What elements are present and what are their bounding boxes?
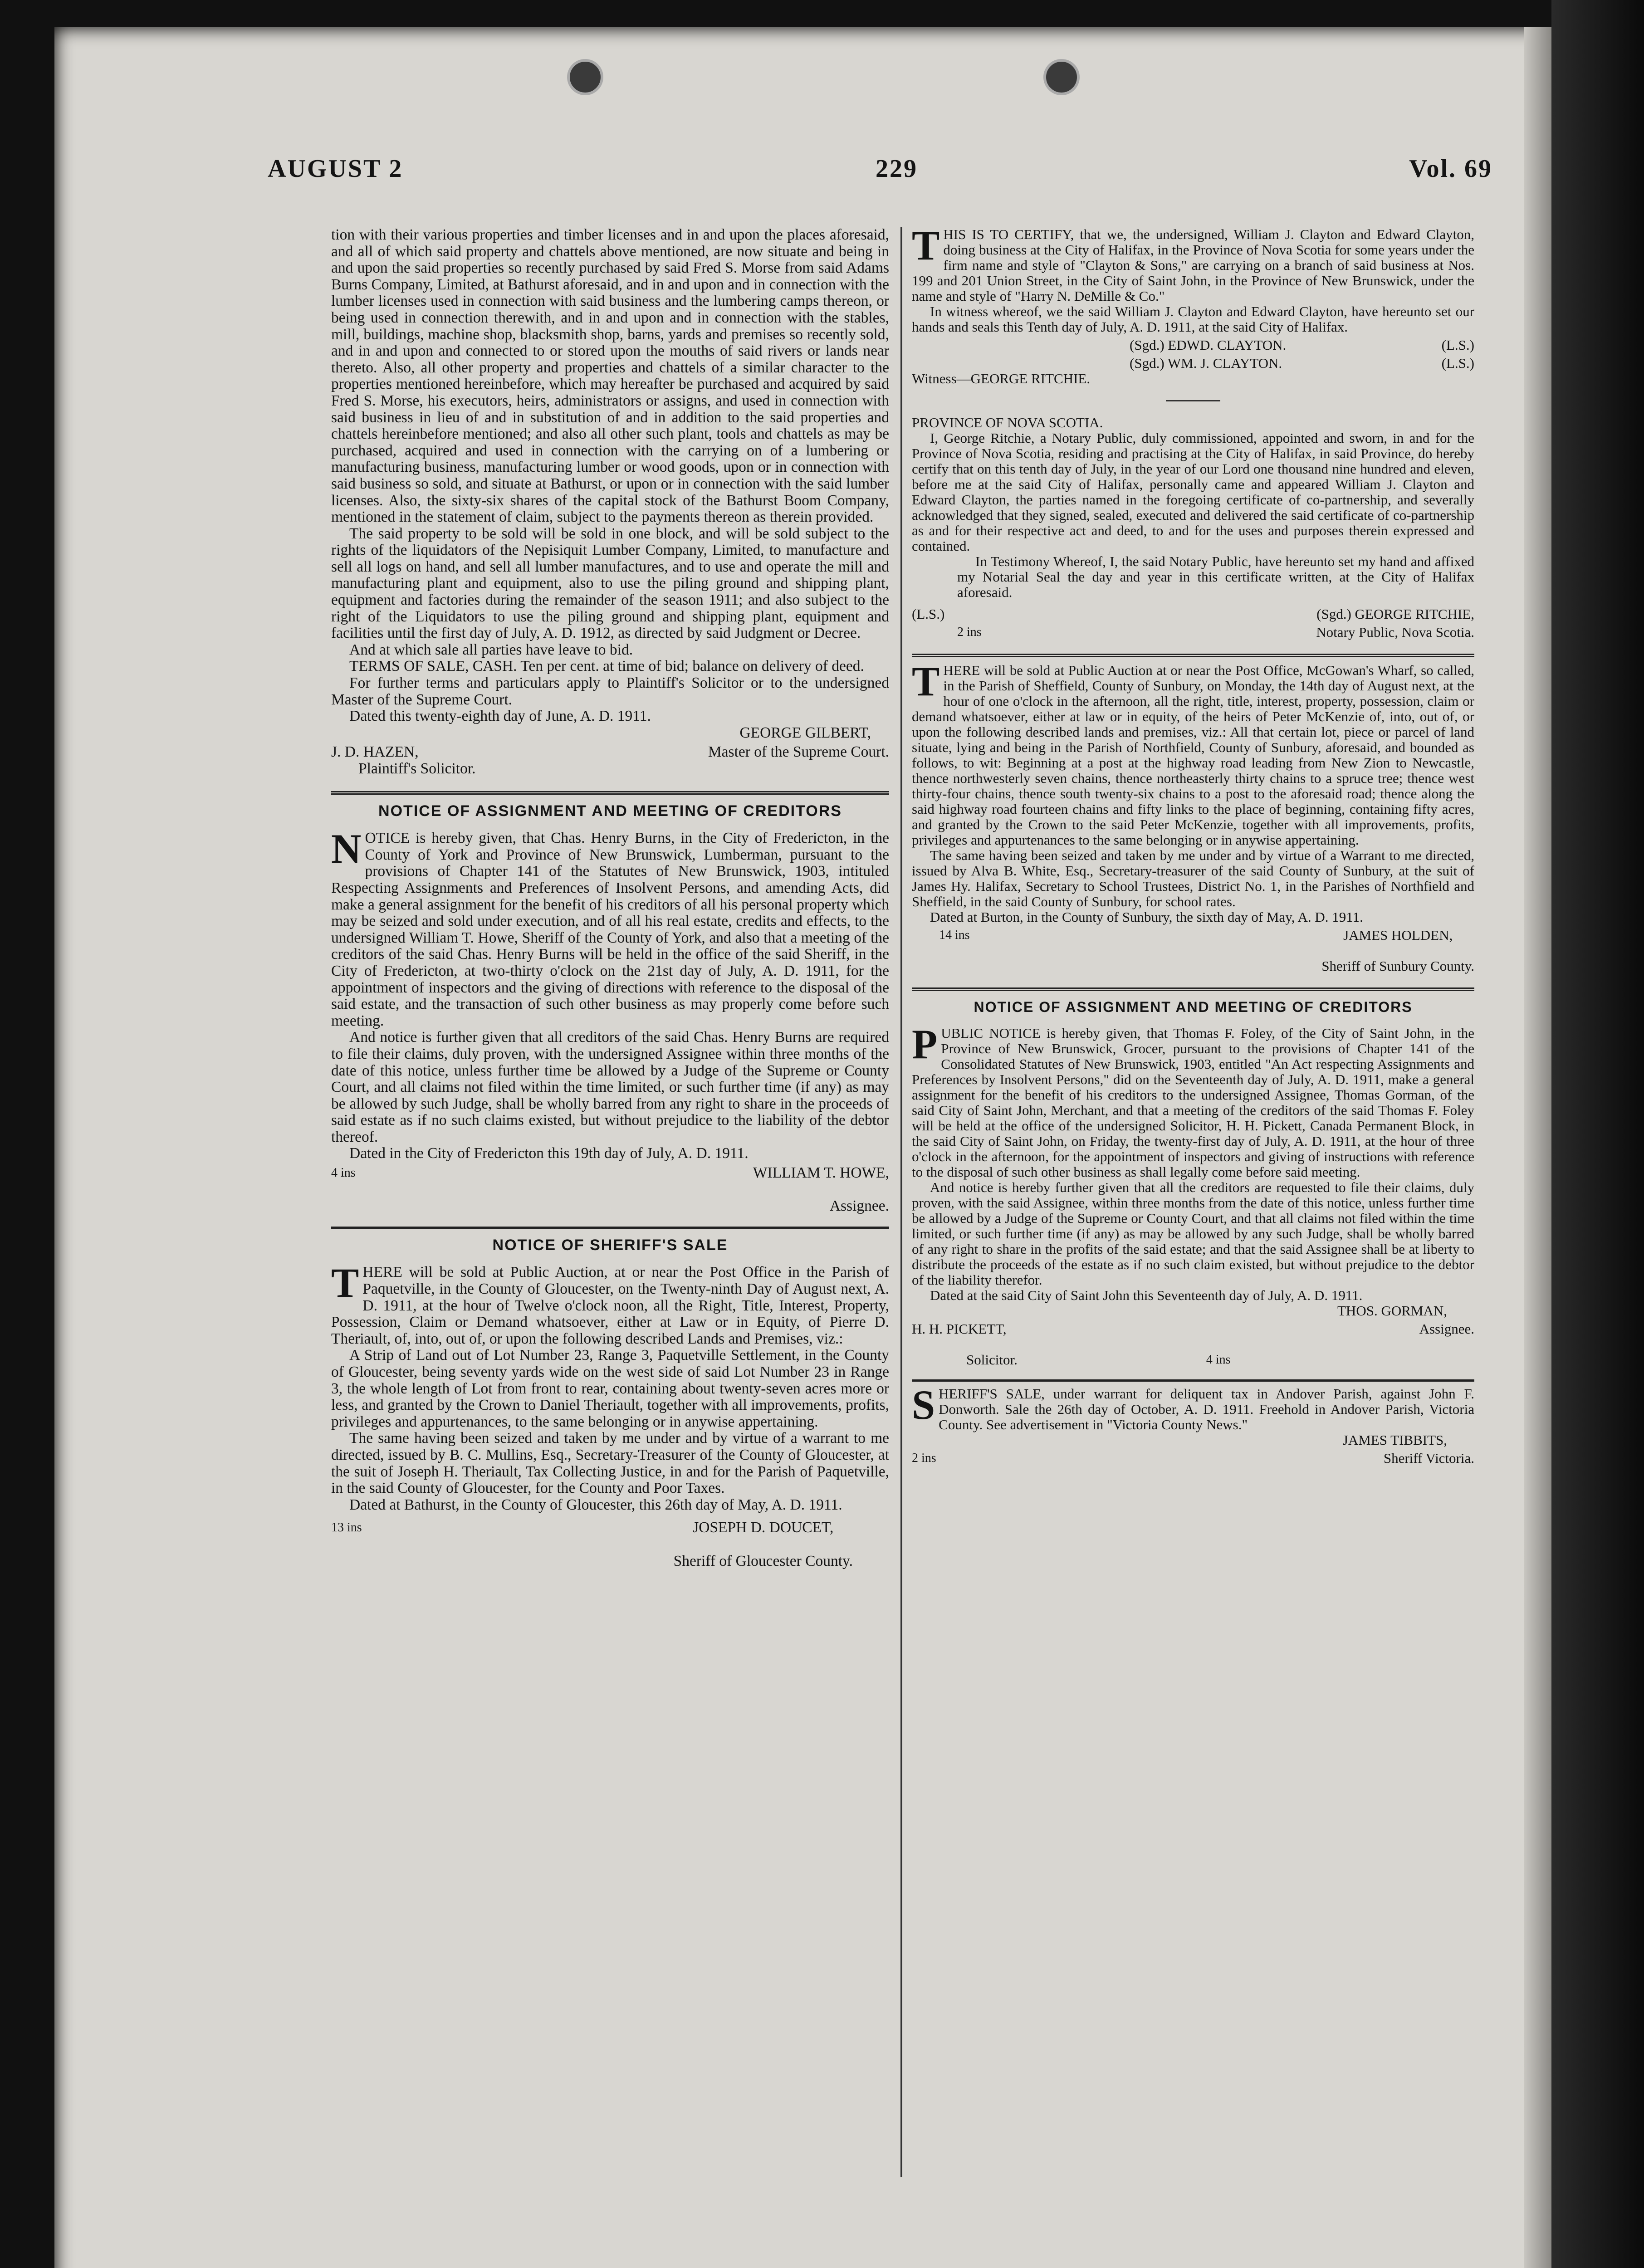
insertion-count: 4 ins	[1206, 1353, 1231, 1367]
notice-paragraph: And notice is hereby further given that all the creditors are requested to file their claims, duly proven, with the said Assignee, within three months from the date of this notice, unless further time be allowed by a Judge of the Supreme or County Court, and that all claims not filed within the time limited, or such further time (if any) as may be allowed by any such Judge, shall be wholly barred of any right to share in the profits of the said estate; and that the said Assignee shall be at liberty to distribute the proceeds of the estate as if no such claim existed, but without prejudice to the debtor of the liability therefor.	[912, 1179, 1474, 1288]
notice-paragraph: A Strip of Land out of Lot Number 23, Range 3, Paquetville Settlement, in the County of Gloucester, being seventy yards wide on the west side of said Lot Number 23 in Range 3, the whole length of Lot from front to rear, containing about twenty-seven acres more or less, and granted by the Crown to Daniel Theriault, together with all improvements, profits, privileges and appurtenances, to the same belonging or in anywise appertaining.	[331, 1347, 889, 1430]
continuation-paragraph: tion with their various properties and timber licenses and in and upon the places aforesaid, and all of which said property and chattels above mentioned, are now situate and being in and upon the said properties so recently purchased by said Fred S. Morse from said Adams Burns Company, Limited, at Bathurst aforesaid, and in and upon and in connection with the lumber licenses used in connection with said business and the lumbering camps thereon, or being used in connection therewith, and in and upon and in connection with the stables, mill, buildings, machine shop, blacksmith shop, barns, yards and premises so recently sold, and in and upon and connected to or stored upon the mouths of said rivers or lands near thereto. Also, all other property and properties and chattels of a similar character to the properties mentioned hereinbefore, which may hereafter be purchased and acquired by said Fred S. Morse, his executors, heirs, administrators or assigns, and used in connection with said business in lieu of and in substitution of and in addition to the said properties and chattels hereinbefore mentioned; and also all other such plant, tools and chattels as may be purchased, acquired and used in connection with the carrying on of a lumbering or manufacturing business, manufacturing lumber or wood goods, upon or in connection with said business so sold, and situate at Bathurst, or upon or in connection with the said lumber licenses. Also, the sixty-six shares of the capital stock of the Bathurst Boom Company, mentioned in the statement of claim, subject to the payments thereon as therein provided.	[331, 226, 889, 526]
signature-title: Plaintiff's Solicitor.	[358, 760, 476, 777]
continuation-paragraph: And at which sale all parties have leave to bid.	[349, 641, 633, 658]
notice-paragraph: Dated at the said City of Saint John this Seventeenth day of July, A. D. 1911.	[930, 1287, 1363, 1303]
binding-hole	[1043, 59, 1080, 95]
page-number: 229	[876, 155, 918, 183]
continuation-paragraph: For further terms and particulars apply to Plaintiff's Solicitor or to the undersigned Master of the Supreme Court.	[331, 675, 889, 708]
signature-title: Assignee.	[1419, 1321, 1474, 1337]
signature-block	[912, 1321, 1474, 1368]
left-column	[331, 227, 889, 1569]
signature-name: WILLIAM T. HOWE,	[753, 1164, 889, 1182]
notice-paragraph: The same having been seized and taken by me under and by virtue of a Warrant to me directed, issued by Alva B. White, Esq., Secretary-treasurer of the said County of Sunbury, at the suit of James Hy. Halifax, Secretary to School Trustees, District No. 1, in the Parishes of Northfield and Sheffield, in the said County of Sunbury, for school rates.	[912, 847, 1474, 909]
section-heading: PROVINCE OF NOVA SCOTIA.	[912, 415, 1103, 430]
insertion-count: 13 ins	[331, 1520, 362, 1535]
section-rule	[331, 791, 889, 795]
drop-cap: S	[912, 1382, 935, 1428]
continuation-paragraph: TERMS OF SALE, CASH. Ten per cent. at time of bid; balance on delivery of deed.	[349, 658, 864, 675]
scan-border	[1551, 0, 1644, 2268]
signature-title: Sheriff of Gloucester County.	[673, 1552, 853, 1569]
signature-name: GEORGE GILBERT,	[739, 724, 871, 741]
seal-mark: (L.S.)	[912, 606, 945, 622]
volume-number: Vol. 69	[1409, 155, 1492, 183]
signature-title: Notary Public, Nova Scotia.	[1316, 624, 1474, 640]
signature-name: JOSEPH D. DOUCET,	[693, 1519, 834, 1536]
right-column	[912, 222, 1474, 1466]
signature-name: THOS. GORMAN,	[1337, 1303, 1447, 1319]
binding-hole	[567, 59, 603, 95]
continuation-paragraph: The said property to be sold will be sold in one block, and will be sold subject to the rights of the liquidators of the Nepisiquit Lumber Company, Limited, to manufacture and sell all logs on hand, and sell all lumber manufactures, and to use and operate the mill and manufacturing plant and equipment, also to use the piling ground and shipping plant, equipment and factories during the remainder of the season 1911; and also subject to the right of the Liquidators to use the piling ground and shipping plant, equipment and facilities until the first day of July, A. D. 1912, as directed by said Judgment or Decree.	[331, 525, 889, 642]
signature-title: Assignee.	[829, 1198, 889, 1215]
signature-block	[1130, 337, 1474, 371]
signature-name: H. H. PICKETT,	[912, 1321, 1007, 1337]
drop-cap: T	[912, 222, 940, 269]
notice-paragraph: UBLIC NOTICE is hereby given, that Thomas F. Foley, of the City of Saint John, in the Province of New Brunswick, Grocer, pursuant to the provisions of Chapter 141 of the Consolidated Statutes of New Brunswick, 1903, entitled "An Act respecting Assignments and Preferences by Insolvent Persons," did on the Seventeenth day of July, A. D. 1911, make a general assignment for the benefit of his creditors to the undersigned Assignee, Thomas Gorman, of the said City of Saint John, Merchant, and that a meeting of the creditors of the said Thomas F. Foley will be held at the office of the undersigned Solicitor, H. H. Pickett, Canada Permanent Block, in the said City of Saint John, on Friday, the twenty-first day of July, A. D. 1911, at the hour of three o'clock in the afternoon, for the appointment of inspectors and giving of instructions with reference to the disposal of such other business as shall legally come before said meeting.	[912, 1025, 1474, 1180]
notice-paragraph: In witness whereof, we the said William J. Clayton and Edward Clayton, have hereunto set our hands and seals this Tenth day of July, A. D. 1911, at the said City of Halifax.	[912, 303, 1474, 335]
section-heading: NOTICE OF SHERIFF'S SALE	[492, 1236, 728, 1254]
drop-cap: T	[331, 1260, 359, 1306]
continuation-paragraph: Dated this twenty-eighth day of June, A. D. 1911.	[349, 708, 651, 725]
signature-name: JAMES HOLDEN,	[1343, 927, 1453, 943]
seal-mark: (L.S.)	[1441, 355, 1474, 371]
witness-line: Witness—GEORGE RITCHIE.	[912, 371, 1091, 386]
signature-block	[912, 606, 1474, 622]
notice-paragraph: I, George Ritchie, a Notary Public, duly commissioned, appointed and sworn, in and for the Province of Nova Scotia, residing and practising at the City of Halifax, in said Province, do hereby certify that on this tenth day of July, in the year of our Lord one thousand nine hundred and eleven, before me at the said City of Halifax, personally came and appeared William J. Clayton and Edward Clayton, the parties named in the foregoing certificate of co-partnership, and severally acknowledged that they signed, sealed, executed and delivered the said certificate of co-partnership as and for their respective act and deed, to and for the uses and purposes therein expressed and contained.	[912, 430, 1474, 554]
signature-block	[331, 744, 889, 761]
insertion-count: 4 ins	[331, 1166, 356, 1180]
signature-title: Sheriff Victoria.	[1383, 1450, 1474, 1466]
notice-paragraph: HERIFF'S SALE, under warrant for deliquent tax in Andover Parish, against John F. Donworth. Sale the 26th day of October, A. D. 1911. Freehold in Andover Parish, Victoria County. See advertisement in "Victoria County News."	[939, 1386, 1474, 1432]
signature-block	[331, 1165, 889, 1215]
section-rule	[912, 654, 1474, 657]
notice-paragraph: Dated at Burton, in the County of Sunbury, the sixth day of May, A. D. 1911.	[930, 909, 1363, 925]
signature-block	[912, 625, 1474, 640]
insertion-count: 2 ins	[957, 625, 982, 639]
column-divider	[900, 227, 902, 2177]
section-rule	[1166, 400, 1220, 401]
drop-cap: T	[912, 658, 940, 704]
drop-cap: P	[912, 1021, 938, 1067]
signature-block	[912, 1451, 1474, 1466]
signature-name: (Sgd.) EDWD. CLAYTON.	[1130, 337, 1287, 353]
seal-mark: (L.S.)	[1441, 337, 1474, 353]
notice-paragraph: The same having been seized and taken by me under and by virtue of a warrant to me directed, issued by B. C. Mullins, Esq., Secretary-Treasurer of the County of Gloucester, at the suit of Joseph H. Theriault, Tax Collecting Justice, in and for the Parish of Paquetville, in the said County of Gloucester, for the County and Poor Taxes.	[331, 1430, 889, 1497]
notice-paragraph: And notice is further given that all creditors of the said Chas. Henry Burns are required to file their claims, duly proven, with the undersigned Assignee within three months of the date of this notice, unless further time be allowed by a Judge of the Supreme or County Court, and all claims not filed within the time limited, or such further time (if any) as may be allowed by such Judge, shall be wholly barred from any right to share in the proceeds of said estate as if no such claims existed, but without prejudice to the liability of the debtor thereof.	[331, 1029, 889, 1145]
section-heading: NOTICE OF ASSIGNMENT AND MEETING OF CREDITORS	[378, 802, 842, 820]
binding-spine	[1524, 27, 1551, 2268]
page-header	[268, 154, 1492, 191]
insertion-count: 2 ins	[912, 1451, 936, 1465]
signature-title: Master of the Supreme Court.	[708, 743, 889, 761]
signature-block	[912, 928, 1474, 974]
section-heading: NOTICE OF ASSIGNMENT AND MEETING OF CREDITORS	[974, 999, 1413, 1015]
notice-paragraph: Dated at Bathurst, in the County of Gloucester, this 26th day of May, A. D. 1911.	[349, 1496, 842, 1513]
notice-paragraph: Dated in the City of Fredericton this 19th day of July, A. D. 1911.	[349, 1145, 749, 1162]
notice-paragraph: HERE will be sold at Public Auction at or near the Post Office, McGowan's Wharf, so called, in the Parish of Sheffield, County of Sunbury, on Monday, the 14th day of August next, at the hour of one o'clock in the afternoon, all the right, title, interest, property, possession, claim or demand whatsoever, either at law or in equity, of the heirs of Peter McKenzie of, into, out of, or upon the following described lands and premises, viz.: All that certain lot, piece or parcel of land situate, lying and being in the Parish of Northfield, County of Sunbury, aforesaid, and bounded as follows, to wit: Beginning at a post at the highway road leading from New Zion to Newcastle, thence northwesterly seven chains, thence northeasterly thirty chains to a spruce tree; thence west thirty-four chains, thence south twenty-six chains to a post to the aforesaid road; thence along the said highway road fourteen chains and fifty links to the place of beginning, containing fifty acres, and granted by the Crown to the said Peter McKenzie, together with all improvements, profits, privileges and appurtenances to the same belonging or in anywise appertaining.	[912, 662, 1474, 848]
notice-paragraph: HIS IS TO CERTIFY, that we, the undersigned, William J. Clayton and Edward Clayton, doing business at the City of Halifax, in the Province of Nova Scotia for some years under the firm name and style of "Clayton & Sons," are carrying on a branch of said business at Nos. 199 and 201 Union Street, in the City of Saint John, in the Province of New Brunswick, under the name and style of "Harry N. DeMille & Co."	[912, 226, 1474, 304]
signature-name: (Sgd.) GEORGE RITCHIE,	[1316, 606, 1474, 622]
signature-name: (Sgd.) WM. J. CLAYTON.	[1130, 355, 1282, 371]
notice-paragraph: OTICE is hereby given, that Chas. Henry Burns, in the City of Fredericton, in the County of York and Province of New Brunswick, Lumberman, pursuant to the provisions of Chapter 141 of the Statutes of New Brunswick, 1903, intituled Respecting Assignments and Preferences of Insolvent Persons, and amending Acts, did make a general assignment for the benefit of his creditors of all his personal property which may be seized and sold under execution, and of all his real estate, credits and effects, to the undersigned William T. Howe, Sheriff of the County of York, and also that a meeting of the creditors of the said Chas. Henry Burns will be held in the office of the said Sheriff, in the City of Fredericton, at two-thirty o'clock on the 21st day of July, A. D. 1911, for the appointment of inspectors and the giving of directions with reference to the disposal of the said estate, and the transaction of such other business as may properly come before such meeting.	[331, 830, 889, 1029]
header-date: AUGUST 2	[268, 155, 403, 183]
signature-block	[331, 1520, 889, 1569]
signature-name: JAMES TIBBITS,	[1342, 1432, 1447, 1448]
notice-paragraph: In Testimony Whereof, I, the said Notary Public, have hereunto set my hand and affixed my Notarial Seal the day and year in this certificate written, at the City of Halifax aforesaid.	[957, 553, 1474, 600]
drop-cap: N	[331, 826, 362, 872]
signature-title: Sheriff of Sunbury County.	[1321, 958, 1474, 974]
insertion-count: 14 ins	[939, 928, 970, 942]
section-rule	[912, 1379, 1474, 1382]
signature-title: Solicitor.	[966, 1352, 1018, 1368]
section-rule	[912, 987, 1474, 991]
signature-block	[331, 725, 871, 742]
notice-paragraph: HERE will be sold at Public Auction, at or near the Post Office in the Parish of Paquetville, in the County of Gloucester, on the Twenty-ninth Day of August next, A. D. 1911, at the hour of Twelve o'clock noon, all the Right, Title, Interest, Property, Possession, Claim or Demand whatsoever, either at Law or in Equity, of Pierre D. Theriault, of, into, out of, or upon the following described Lands and Premises, viz.:	[331, 1264, 889, 1347]
signature-name: J. D. HAZEN,	[331, 743, 419, 761]
section-rule	[331, 1227, 889, 1229]
